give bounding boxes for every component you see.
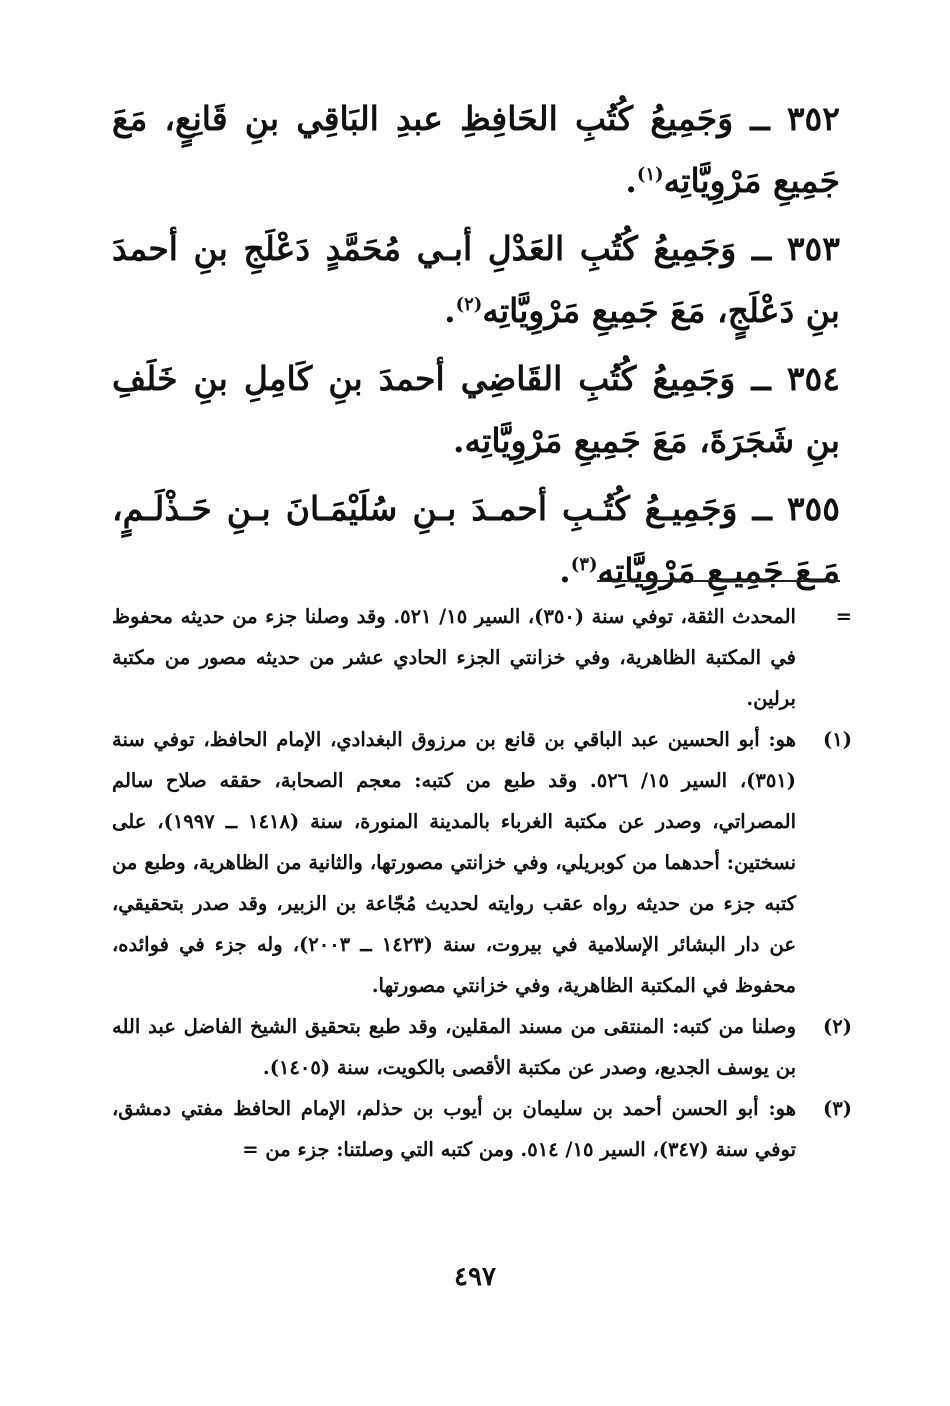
footnotes (112, 596, 852, 1170)
entry-353 (112, 218, 840, 342)
entry-354 (112, 348, 840, 472)
footnote-mark: (١) (823, 728, 852, 751)
entry-end: . (444, 291, 456, 330)
entry-text: ٣٥٣ ــ وَجَمِيعُ كُتُبِ العَدْلِ أبـي مُحَمَّدٍ دَعْلَجِ بنِ أحمدَ بنِ دَعْلَجٍ، مَعَ جَمِيعِ مَرْوِيَّاتِه (112, 229, 840, 330)
footnote-ref: (٣) (570, 554, 598, 575)
main-text (112, 88, 840, 608)
footnote-ref: (٢) (455, 294, 483, 315)
page-number: ٤٩٧ (454, 1262, 496, 1292)
entry-text: ٣٥٤ ــ وَجَمِيعُ كُتُبِ القَاضِي أحمدَ بنِ كَامِلِ بنِ خَلَفِ بنِ شَجَرَةَ، مَعَ جَمِيعِ مَرْوِيَّاتِه (112, 359, 840, 460)
entry-end: . (452, 421, 465, 460)
entry-end: . (625, 161, 637, 200)
footnote-text: المحدث الثقة، توفي سنة (٣٥٠)، السير ١٥/ ٥٢١. وقد وصلنا جزء من حديثه محفوظ في المكتبة الظاهرية، وفي خزانتي الجزء الحادي عشر من حديثه مصور من مكتبة برلين. (112, 605, 796, 710)
footnote-mark: (٣) (823, 1097, 852, 1120)
entry-355 (112, 478, 840, 602)
footnote-mark: (٢) (823, 1015, 852, 1038)
footnote-text: وصلنا من كتبه: المنتقى من مسند المقلين، وقد طبع بتحقيق الشيخ الفاضل عبد الله بن يوسف الجديع، وصدر عن مكتبة الأقصى بالكويت، سنة (١٤٠٥). (112, 1015, 796, 1079)
footnote-ref: (١) (636, 164, 664, 185)
footnote-separator (597, 580, 840, 582)
footnote-text: هو: أبو الحسن أحمد بن سليمان بن أيوب بن حذلم، الإمام الحافظ مفتي دمشق، توفي سنة (٣٤٧)، السير ١٥/ ٥١٤. ومن كتبه التي وصلتنا: جزء من = (112, 1097, 796, 1161)
footnote-mark: = (835, 605, 852, 628)
footnote-2 (112, 1006, 852, 1088)
footnote-3 (112, 1088, 852, 1170)
entry-end: . (559, 551, 571, 590)
footnote-text: هو: أبو الحسين عبد الباقي بن قانع بن مرزوق البغدادي، الإمام الحافظ، توفي سنة (٣٥١)، السير ١٥/ ٥٢٦. وقد طبع من كتبه: معجم الصحابة، حققه صلاح سالم المصراتي، وصدر عن مكتبة الغرباء بالمدينة المنورة، سنة (١٤١٨ ــ ١٩٩٧)، على نسختين: أحدهما من كوبريلي، وفي خزانتي مصورتها، والثانية من الظاهرية، وطبع من كتبه جزء من حديثه رواه عقب روايته لحديث مُجّاعة بن الزبير، وقد صدر بتحقيقي، عن دار البشائر الإسلامية في بيروت، سنة (١٤٢٣ ــ ٢٠٠٣)، وله جزء في فوائده، محفوظ في المكتبة الظاهرية، وفي خزانتي مصورتها. (112, 728, 797, 997)
entry-text: ٣٥٥ ــ وَجَمِيـعُ كُتُـبِ أحمـدَ بـنِ سُلَيْمَـانَ بـنِ حَـذْلَـمٍ، مَـعَ جَمِيـعِ مَرْوِيَّاتِه (112, 489, 840, 590)
entry-352 (112, 88, 840, 212)
footnote-1 (112, 719, 852, 1006)
footnote-continuation (112, 596, 852, 719)
entry-text: ٣٥٢ ــ وَجَمِيعُ كُتُبِ الحَافِظِ عبدِ البَاقِي بنِ قَانِعٍ، مَعَ جَمِيعِ مَرْوِيَّاتِه (112, 99, 840, 200)
